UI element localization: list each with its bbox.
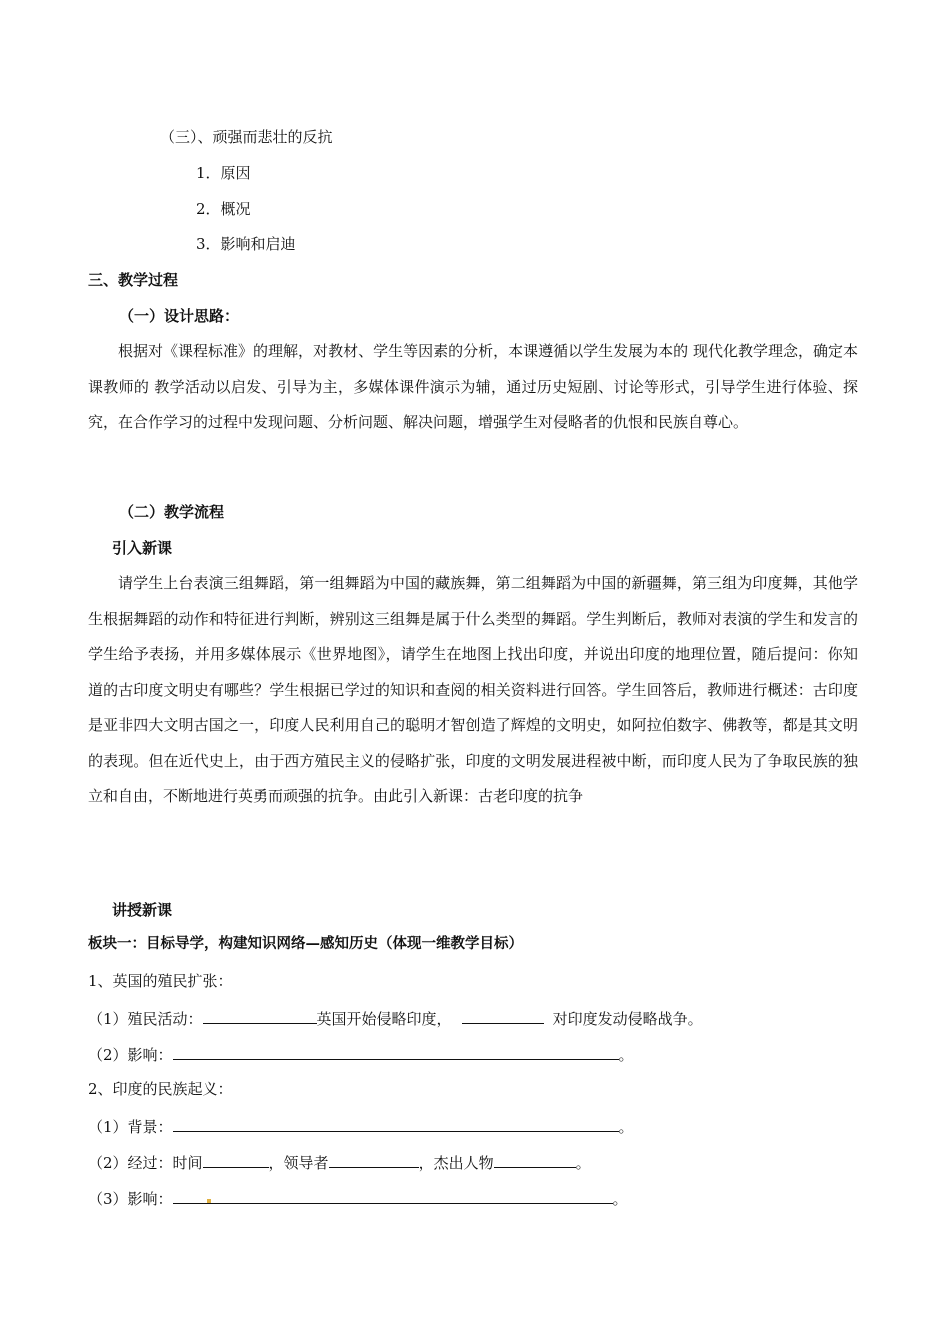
q1-a-blank-1[interactable] [203, 1007, 317, 1024]
q1-a-prefix: （1）殖民活动： [88, 1010, 203, 1028]
new-lesson-heading: 讲授新课 [112, 901, 173, 919]
q2-row-b [88, 1151, 591, 1173]
q2-b-time-blank[interactable] [203, 1151, 269, 1168]
q2-title: 2、印度的民族起义： [88, 1080, 233, 1098]
q1-row-a [88, 1007, 703, 1029]
section3-heading: （三）、顽强而悲壮的反抗 [160, 128, 333, 146]
design-heading: （一）设计思路： [119, 307, 240, 325]
q2-c-end: 。 [612, 1190, 628, 1208]
cursor-mark [207, 1199, 211, 1203]
q2-a-end: 。 [618, 1118, 634, 1136]
q2-c-prefix: （3）影响： [88, 1190, 173, 1208]
q1-b-prefix: （2）影响： [88, 1046, 173, 1064]
q2-b-leader-label: ，领导者 [268, 1154, 329, 1172]
q1-row-b [88, 1043, 634, 1065]
outline-item-cause: 1．原因 [196, 164, 251, 182]
design-paragraph: 根据对《课程标准》的理解，对教材、学生等因素的分析，本课遵循以学生发展为本的 现代化教学理念，确定本课教师的 教学活动以启发、引导为主，多媒体课件演示为辅，通过历史短剧、讨论等形式，引导学生进行体验、探究，在合作学习的过程中发现问题、分析问题、解决问题，增强学生对侵略者的仇恨和民族自尊心。 [88, 342, 858, 431]
q2-row-c [88, 1187, 628, 1209]
q1-title: 1、英国的殖民扩张： [88, 972, 233, 990]
q2-b-figure-blank[interactable] [494, 1151, 576, 1168]
outline-item-impact: 3．影响和启迪 [196, 235, 296, 253]
block1-heading: 板块一：目标导学，构建知识网络—感知历史（体现一维教学目标） [88, 935, 523, 952]
intro-heading: 引入新课 [112, 539, 173, 557]
q2-row-a [88, 1115, 634, 1137]
q1-b-blank[interactable] [173, 1043, 619, 1060]
teaching-process-heading: 三、教学过程 [88, 271, 179, 289]
q2-a-blank[interactable] [173, 1115, 619, 1132]
q2-b-leader-blank[interactable] [329, 1151, 419, 1168]
q2-a-prefix: （1）背景： [88, 1118, 173, 1136]
q2-b-prefix: （2）经过：时间 [88, 1154, 203, 1172]
q1-a-suffix: 对印度发动侵略战争。 [552, 1010, 703, 1028]
q2-c-blank[interactable] [173, 1187, 613, 1204]
q1-b-end: 。 [618, 1046, 634, 1064]
q2-b-figure-label: ，杰出人物 [418, 1154, 494, 1172]
q1-a-blank-2[interactable] [462, 1007, 544, 1024]
intro-paragraph: 请学生上台表演三组舞蹈，第一组舞蹈为中国的藏族舞，第二组舞蹈为中国的新疆舞，第三组为印度舞，其他学生根据舞蹈的动作和特征进行判断，辨别这三组舞是属于什么类型的舞蹈。学生判断后，教师对表演的学生和发言的学生给予表扬，并用多媒体展示《世界地图》，请学生在地图上找出印度，并说出印度的地理位置，随后提问：你知道的古印度文明史有哪些？学生根据已学过的知识和查阅的相关资料进行回答。学生回答后，教师进行概述：古印度是亚非四大文明古国之一，印度人民利用自己的聪明才智创造了辉煌的文明史，如阿拉伯数字、佛教等，都是其文明的表现。但在近代史上，由于西方殖民主义的侵略扩张，印度的文明发展进程被中断，而印度人民为了争取民族的独立和自由，不断地进行英勇而顽强的抗争。由此引入新课：古老印度的抗争 [88, 574, 858, 805]
q2-b-end: 。 [575, 1154, 591, 1172]
outline-item-overview: 2．概况 [196, 200, 251, 218]
q1-a-mid: 英国开始侵略印度， [316, 1010, 452, 1028]
flow-heading: （二）教学流程 [119, 503, 225, 521]
